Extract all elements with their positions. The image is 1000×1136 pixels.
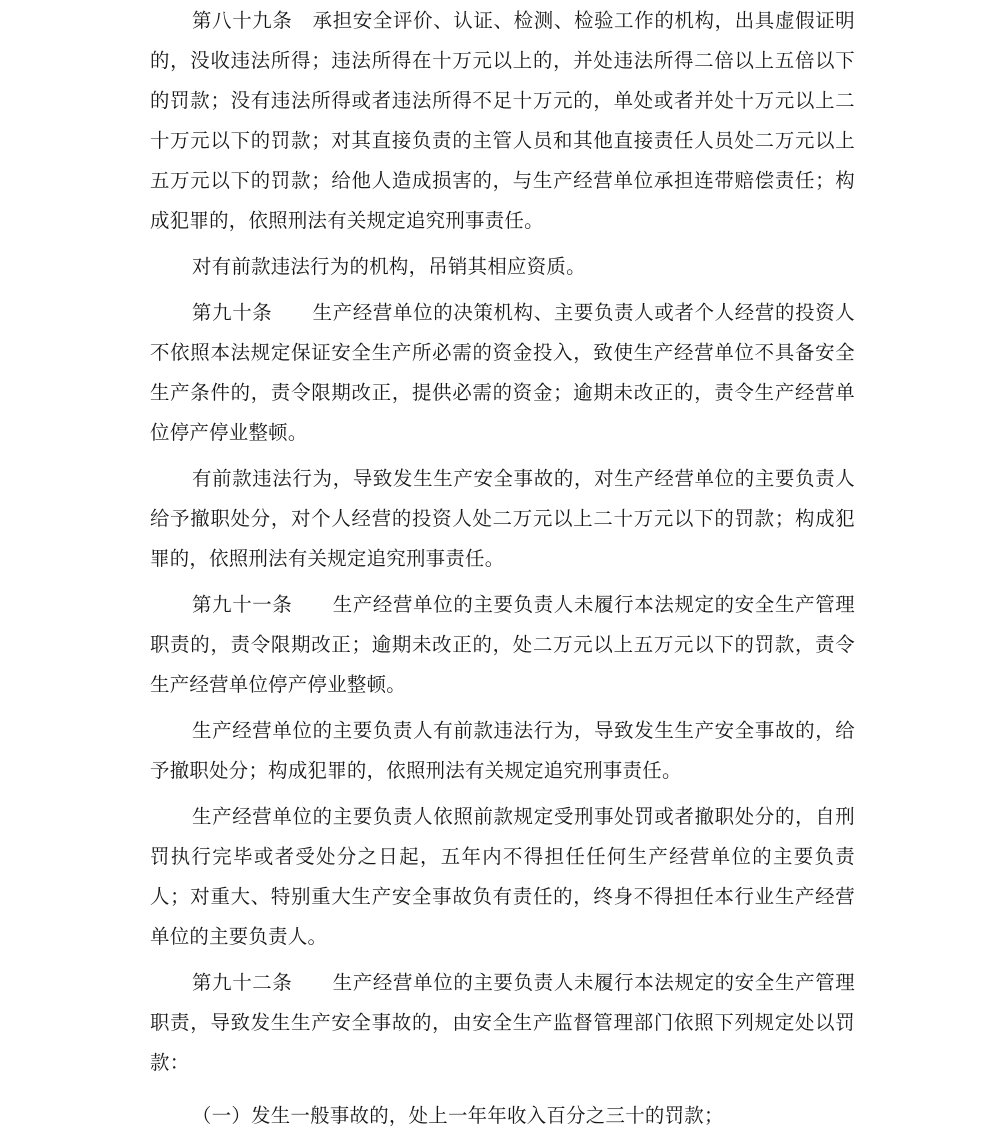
article-91-paragraph-2: 生产经营单位的主要负责人有前款违法行为，导致发生生产安全事故的，给予撤职处分；构成犯罪的，依照刑法有关规定追究刑事责任。: [150, 719, 855, 782]
article-89: 第八十九条 承担安全评价、认证、检测、检验工作的机构，出具虚假证明的，没收违法所得；违法所得在十万元以上的，并处违法所得二倍以上五倍以下的罚款；没有违法所得或者违法所得不足十万元的，单处或者并处十万元以上二十万元以下的罚款；对其直接负责的主管人员和其他直接责任人员处二万元以上五万元以下的罚款；给他人造成损害的，与生产经营单位承担连带赔偿责任；构成犯罪的，依照刑法有关规定追究刑事责任。: [150, 9, 855, 232]
article-90-paragraph-2: 有前款违法行为，导致发生生产安全事故的，对生产经营单位的主要负责人给予撤职处分，对个人经营的投资人处二万元以上二十万元以下的罚款；构成犯罪的，依照刑法有关规定追究刑事责任。: [150, 467, 855, 570]
article-91-paragraph-3: 生产经营单位的主要负责人依照前款规定受刑事处罚或者撤职处分的，自刑罚执行完毕或者受处分之日起，五年内不得担任任何生产经营单位的主要负责人；对重大、特别重大生产安全事故负有责任的，终身不得担任本行业生产经营单位的主要负责人。: [150, 805, 855, 948]
article-90: 第九十条 生产经营单位的决策机构、主要负责人或者个人经营的投资人不依照本法规定保证安全生产所必需的资金投入，致使生产经营单位不具备安全生产条件的，责令限期改正，提供必需的资金；逾期未改正的，责令生产经营单位停产停业整顿。: [150, 301, 855, 444]
body-text: [150, 0, 855, 1136]
article-91: 第九十一条 生产经营单位的主要负责人未履行本法规定的安全生产管理职责的，责令限期改正；逾期未改正的，处二万元以上五万元以下的罚款，责令生产经营单位停产停业整顿。: [150, 593, 855, 696]
article-92: 第九十二条 生产经营单位的主要负责人未履行本法规定的安全生产管理职责，导致发生生产安全事故的，由安全生产监督管理部门依照下列规定处以罚款：: [150, 971, 855, 1074]
article-89-paragraph-2: 对有前款违法行为的机构，吊销其相应资质。: [192, 255, 586, 278]
article-92-item-1: （一）发生一般事故的，处上一年年收入百分之三十的罚款；: [192, 1104, 724, 1127]
